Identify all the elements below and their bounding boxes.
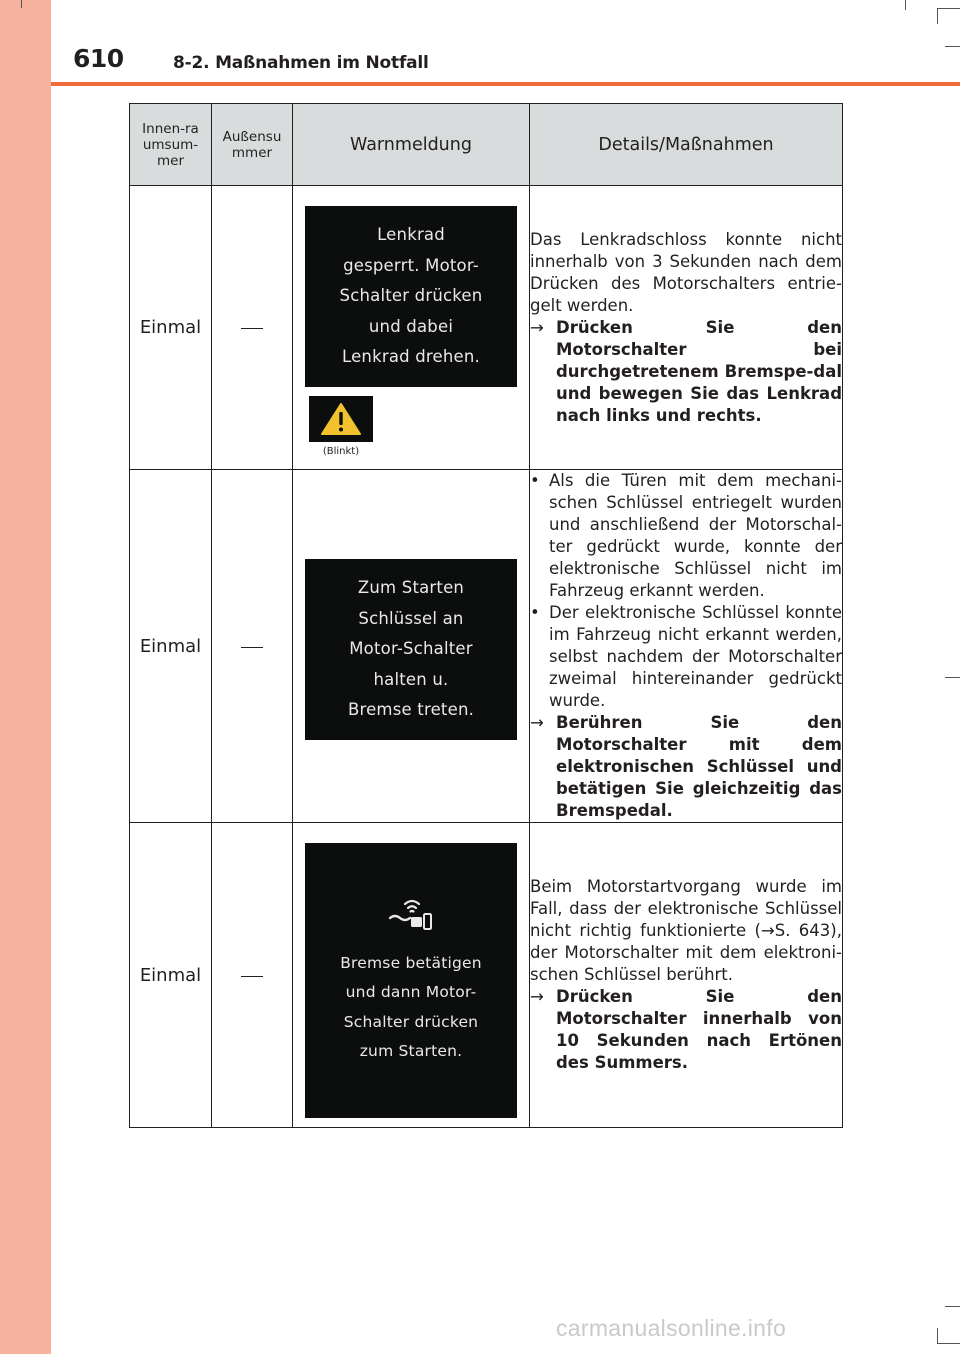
- screen-line: und dann Motor-: [345, 983, 477, 1001]
- arrow-icon: →: [530, 987, 544, 1006]
- exterior-buzzer-cell: [212, 823, 293, 1128]
- screen-line: Lenkrad: [377, 225, 445, 245]
- screen-line: gesperrt. Motor-: [343, 255, 479, 275]
- crop-mark: [937, 1328, 938, 1344]
- header-exterior-label: Außensummer: [222, 128, 282, 161]
- screen-line: Schalter drücken: [339, 286, 483, 306]
- header-exterior-buzzer: [212, 104, 293, 186]
- screen-line: Motor-Schalter: [349, 639, 473, 659]
- crop-mark: [905, 0, 906, 10]
- bullet-item: [530, 602, 842, 712]
- crop-mark: [937, 8, 938, 24]
- warning-table: [129, 103, 843, 1128]
- warning-triangle-icon: [320, 402, 362, 436]
- screen-line: und dabei: [368, 316, 454, 336]
- crop-mark: [945, 46, 960, 47]
- arrow-icon: →: [530, 317, 544, 337]
- display-screen: [305, 843, 517, 1118]
- bullet-text: Als die Türen mit dem mechani-schen Schlüssel entriegelt wurden und anschließend der Motorschal-ter gedrückt wurde, konnte der elektronische Schlüssel nicht im Fahrzeug erkannt werden.: [549, 471, 842, 600]
- exterior-buzzer-cell: [212, 470, 293, 823]
- action-item: [530, 317, 842, 427]
- details-cell: [530, 186, 843, 470]
- details-cell: [530, 823, 843, 1128]
- no-buzzer-dash: [241, 647, 263, 648]
- section-title: 8-2. Maßnahmen im Notfall: [173, 53, 429, 73]
- header-interior-buzzer: [130, 104, 212, 186]
- header-details: Details/Maßnahmen: [530, 104, 843, 186]
- crop-mark: [21, 0, 22, 8]
- bullet-text: Der elektronische Schlüssel konnte im Fahrzeug nicht erkannt werden, selbst nachdem der Motorschalter zweimal hintereinander gedrückt wurde.: [549, 603, 842, 710]
- bullet-glyph: •: [530, 603, 540, 622]
- warning-indicator: [309, 396, 373, 442]
- table-row: [130, 186, 843, 470]
- crop-mark: [945, 1306, 960, 1307]
- bullet-item: [530, 470, 842, 602]
- screen-line: Schalter drücken: [343, 1012, 479, 1031]
- screen-line: Zum Starten: [357, 578, 465, 598]
- warning-message-cell: [293, 470, 530, 823]
- table-header-row: [130, 104, 843, 186]
- action-text: Berühren Sie den Motorschalter mit dem elektronischen Schlüssel und betätigen Sie gleichzeitig das Bremspedal.: [556, 713, 842, 820]
- arrow-icon: →: [530, 713, 544, 732]
- page-number: 610: [73, 44, 124, 73]
- action-text: Drücken Sie den Motorschalter innerhalb von 10 Sekunden nach Ertönen des Summers.: [556, 987, 842, 1072]
- screen-line: Lenkrad drehen.: [341, 347, 481, 367]
- display-screen: [305, 206, 517, 387]
- exterior-buzzer-cell: [212, 186, 293, 470]
- blink-note: (Blinkt): [322, 446, 360, 457]
- details-text: Beim Motorstartvorgang wurde im Fall, dass der elektronische Schlüssel nicht richtig funktionierte (→S. 643), der Motorschalter mit dem elektroni-schen Schlüssel berührt.: [530, 877, 842, 984]
- header-message: Warnmeldung: [293, 104, 530, 186]
- bullet-glyph: •: [530, 471, 540, 490]
- crop-mark: [945, 677, 960, 678]
- no-buzzer-dash: [241, 976, 263, 977]
- action-item: [530, 986, 842, 1074]
- interior-buzzer-cell: Einmal: [130, 823, 212, 1128]
- interior-buzzer-cell: Einmal: [130, 470, 212, 823]
- screen-line: Bremse betätigen: [340, 953, 482, 972]
- smart-key-signal-icon: [385, 895, 437, 931]
- watermark: carmanualsonline.info: [556, 1315, 787, 1341]
- screen-line: Schlüssel an: [358, 608, 464, 628]
- screen-line: halten u.: [373, 669, 449, 689]
- screen-line: Bremse treten.: [347, 700, 475, 720]
- display-screen: [305, 559, 517, 740]
- warning-message-cell: [293, 823, 530, 1128]
- details-text: Das Lenkradschloss konnte nicht innerhalb von 3 Sekunden nach dem Drücken des Motorschalters entrie-gelt werden.: [530, 229, 842, 315]
- action-item: [530, 712, 842, 822]
- screen-line: zum Starten.: [359, 1042, 463, 1060]
- crop-mark: [937, 8, 960, 9]
- side-strip: [0, 0, 51, 1354]
- table-row: [130, 823, 843, 1128]
- no-buzzer-dash: [241, 328, 263, 329]
- warning-message-cell: [293, 186, 530, 470]
- action-text: Drücken Sie den Motorschalter bei durchgetretenem Bremspe-dal und bewegen Sie das Lenkrad nach links und rechts.: [556, 317, 842, 425]
- table-row: [130, 470, 843, 823]
- crop-mark: [937, 1343, 960, 1344]
- interior-buzzer-cell: Einmal: [130, 186, 212, 470]
- details-cell: [530, 470, 843, 823]
- header-rule: [51, 82, 960, 86]
- header-interior-label: Innen-raumsum-mer: [142, 120, 199, 169]
